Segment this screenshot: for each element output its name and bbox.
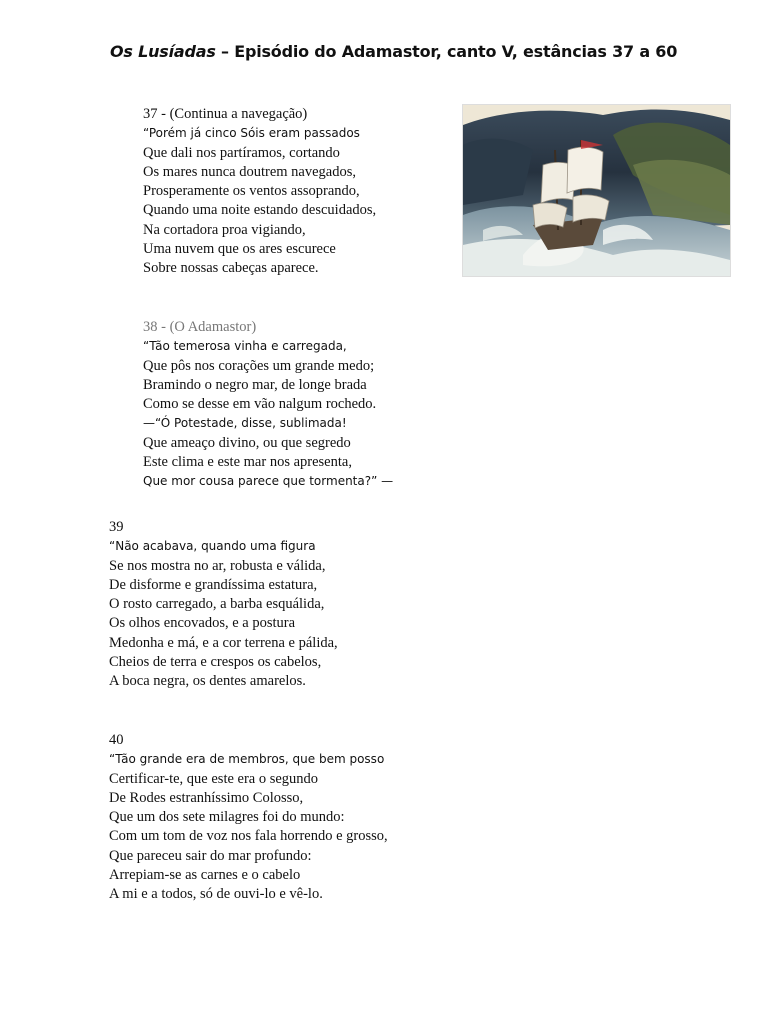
stanza-38 (143, 318, 393, 492)
verse-line: Que pareceu sair do mar profundo: (109, 847, 312, 864)
stanza-37 (143, 105, 376, 279)
verse-line: Bramindo o negro mar, de longe brada (143, 376, 367, 393)
title-rest: – Episódio do Adamastor, canto V, estâncias 37 a 60 (215, 42, 678, 61)
verse-line: Este clima e este mar nos apresenta, (143, 454, 352, 471)
verse-line: Que ameaço divino, ou que segredo (143, 434, 351, 451)
verse-line: Como se desse em vão nalgum rochedo. (143, 396, 377, 413)
verse-line: A mi e a todos, só de ouvi-lo e vê-lo. (109, 886, 323, 903)
verse-line: De disforme e grandíssima estatura, (109, 576, 318, 593)
stanza-39 (109, 518, 338, 692)
verse-line: Cheios de terra e crespos os cabelos, (109, 654, 322, 671)
verse-line: Quando uma noite estando descuidados, (143, 202, 377, 219)
verse-line: Que um dos sete milagres foi do mundo: (109, 809, 345, 826)
stanza-40 (109, 731, 388, 905)
verse-line: Que mor cousa parece que tormenta?” — (143, 474, 394, 489)
verse-line: O rosto carregado, a barba esquálida, (109, 596, 325, 613)
verse-line: Medonha e má, e a cor terrena e pálida, (109, 634, 338, 651)
verse-line: “Tão grande era de membros, que bem posso (109, 752, 385, 767)
verse-line: Os olhos encovados, e a postura (109, 615, 296, 632)
verse-line: Os mares nunca doutrem navegados, (143, 163, 357, 180)
stanza-heading: 37 - (Continua a navegação) (143, 106, 308, 122)
verse-line: Sobre nossas cabeças aparece. (143, 260, 319, 277)
verse-line: De Rodes estranhíssimo Colosso, (109, 789, 304, 806)
ship-storm-image (463, 105, 730, 276)
verse-line: Arrepiam-se as carnes e o cabelo (109, 867, 301, 884)
verse-line: Certificar-te, que este era o segundo (109, 770, 319, 787)
stanza-heading: 39 (109, 519, 124, 535)
verse-line: “Tão temerosa vinha e carregada, (143, 339, 347, 354)
verse-line: Se nos mostra no ar, robusta e válida, (109, 557, 326, 574)
verse-line: Com um tom de voz nos fala horrendo e grosso, (109, 828, 388, 845)
verse-line: “Não acabava, quando uma figura (109, 539, 316, 554)
title-italic: Os Lusíadas (110, 42, 216, 61)
verse-line: Prosperamente os ventos assoprando, (143, 183, 360, 200)
page-title (110, 42, 677, 61)
stanza-heading: 40 (109, 732, 124, 748)
verse-line: —“Ó Potestade, disse, sublimada! (143, 416, 347, 431)
verse-line: A boca negra, os dentes amarelos. (109, 673, 306, 690)
verse-line: Que dali nos partíramos, cortando (143, 144, 340, 161)
verse-line: Uma nuvem que os ares escurece (143, 241, 336, 258)
verse-line: Que pôs nos corações um grande medo; (143, 357, 375, 374)
stanza-heading: 38 - (O Adamastor) (143, 319, 257, 335)
verse-line: “Porém já cinco Sóis eram passados (143, 126, 360, 141)
verse-line: Na cortadora proa vigiando, (143, 221, 306, 238)
ship-storm-illustration (462, 104, 731, 277)
